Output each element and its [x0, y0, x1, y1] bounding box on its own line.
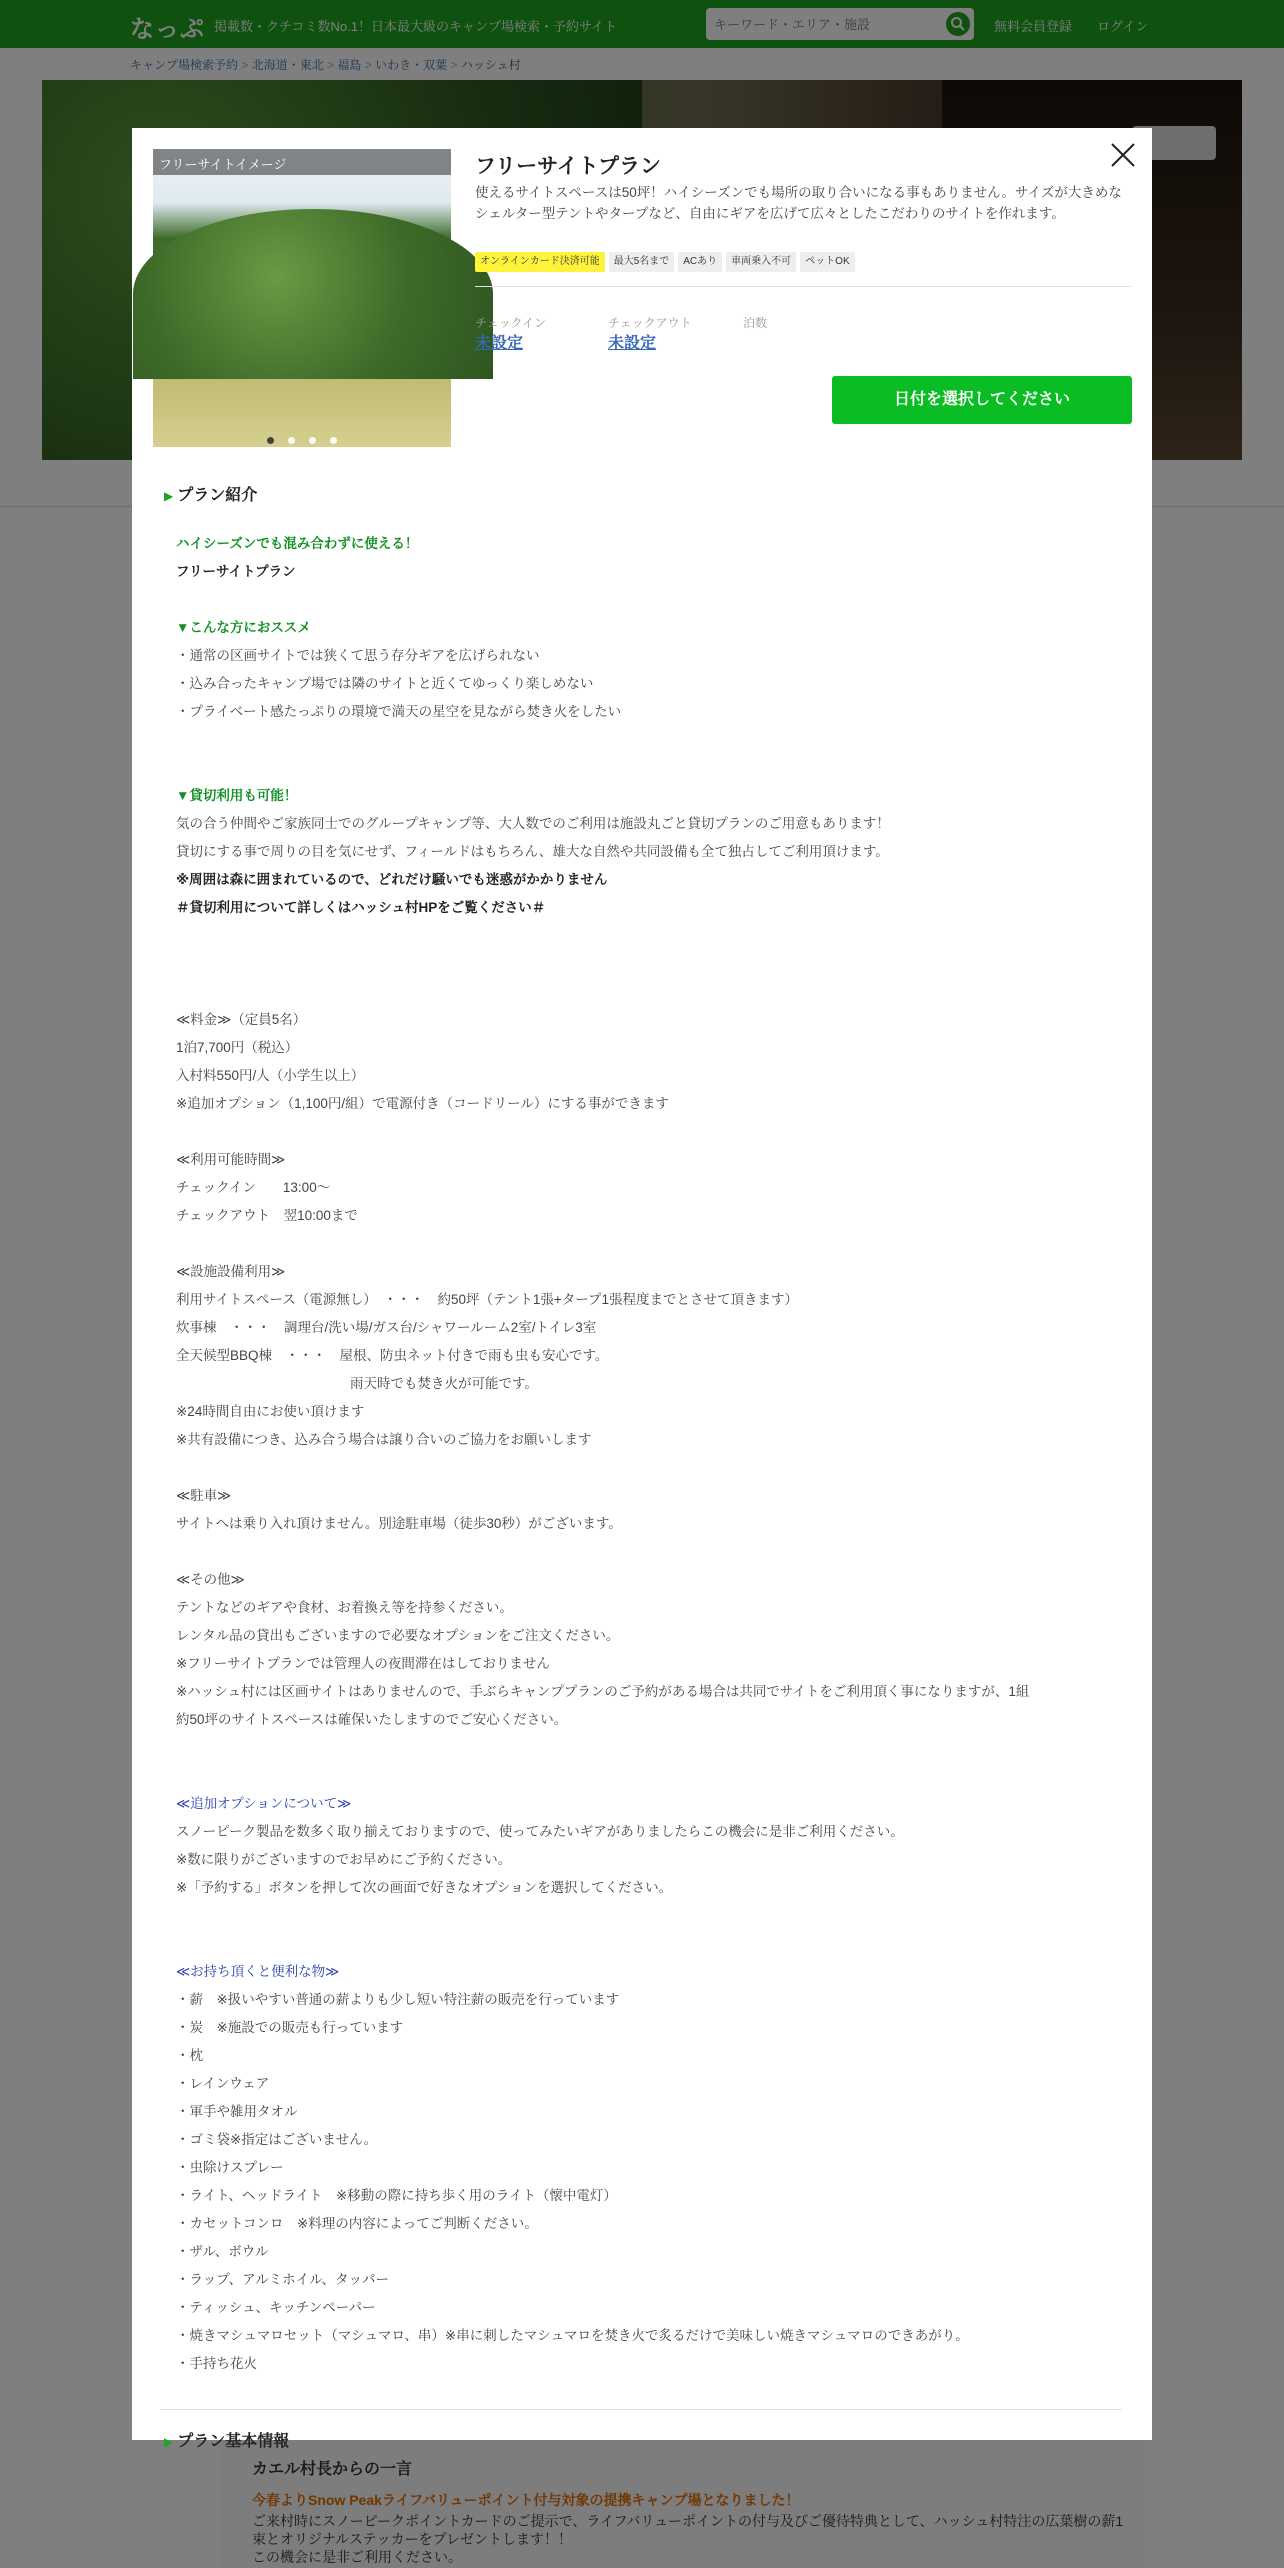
plan-intro-line: ・レインウェア: [176, 2076, 270, 2091]
plan-intro-line: フリーサイトプラン: [176, 564, 296, 579]
plan-description: 使えるサイトスペースは50坪！ハイシーズンでも場所の取り合いになる事もありません。サイズが大きめなシェルター型テントやタープなど、自由にギアを広げて広々としたこだわりのサイトを作れます。: [475, 185, 1122, 221]
plan-intro-line: 雨天時でも焚き火が可能です。: [350, 1376, 538, 1391]
plan-intro-line: ・通常の区画サイトでは狭くて思う存分ギアを広げられない: [176, 648, 540, 663]
plan-intro-line: ※24時間自由にお使い頂けます: [176, 1404, 365, 1419]
plan-intro-line: ・ライト、ヘッドライト ※移動の際に持ち歩く用のライト（懐中電灯）: [176, 2188, 617, 2203]
tag-badge: ACあり: [678, 252, 722, 272]
plan-intro-line: ≪料金≫（定員5名）: [176, 1012, 307, 1027]
carousel-dot[interactable]: [288, 437, 295, 444]
blank-line: [176, 1930, 1126, 1958]
plan-intro-line: ＃貸切利用について詳しくはハッシュ村HPをご覧ください＃: [176, 900, 546, 915]
plan-intro-line: ≪追加オプションについて≫: [176, 1796, 352, 1811]
plan-modal: [132, 128, 1152, 2450]
plan-intro-line: ▼こんな方におススメ: [176, 620, 311, 635]
tag-badge: ペットOK: [800, 252, 854, 272]
plan-intro-line: ▼貸切利用も可能！: [176, 788, 298, 803]
plan-intro-line: ・ザル、ボウル: [176, 2244, 269, 2259]
plan-intro-line: 約50坪のサイトスペースは確保いたしますのでご安心ください。: [176, 1712, 568, 1727]
plan-intro-line: ・虫除けスプレー: [176, 2160, 284, 2175]
plan-intro-line: ・ゴミ袋※指定はございません。: [176, 2132, 378, 2147]
plan-intro-line: 入村料550円/人（小学生以上）: [176, 1068, 365, 1083]
blank-line: [176, 1118, 1126, 1146]
plan-tags: [475, 252, 859, 272]
plan-intro-line: ※追加オプション（1,100円/組）で電源付き（コードリール）にする事ができます: [176, 1096, 669, 1111]
plan-intro-line: ※フリーサイトプランでは管理人の夜間滞在はしておりません: [176, 1656, 550, 1671]
plan-info-heading: ▶ プラン基本情報: [164, 2433, 290, 2450]
blank-line: [176, 726, 1126, 754]
divider: [475, 286, 1132, 287]
carousel-dot[interactable]: [267, 437, 274, 444]
plan-intro-line: ≪利用可能時間≫: [176, 1152, 286, 1167]
tag-badge: 最大5名まで: [609, 252, 675, 272]
plan-intro-line: ・枕: [176, 2048, 203, 2063]
plan-title: フリーサイトプラン: [475, 155, 662, 178]
plan-intro-line: 全天候型BBQ棟 ・・・ 屋根、防虫ネット付きで雨も虫も安心です。: [176, 1348, 609, 1363]
photo-label: フリーサイトイメージ: [153, 149, 451, 175]
nights-label: 泊数: [743, 316, 768, 330]
plan-intro-line: ・込み合ったキャンプ場では隣のサイトと近くてゆっくり楽しめない: [176, 676, 594, 691]
plan-intro-body: [176, 530, 1126, 2378]
close-icon: [1108, 140, 1138, 170]
close-button[interactable]: [1108, 140, 1138, 170]
tag-badge: オンラインカード決済可能: [475, 252, 605, 272]
checkout-date-link[interactable]: 未設定: [608, 335, 657, 352]
plan-intro-line: ※「予約する」ボタンを押して次の画面で好きなオプションを選択してください。: [176, 1880, 673, 1895]
caret-right-icon: ▶: [164, 2435, 174, 2449]
blank-line: [176, 1902, 1126, 1930]
plan-intro-line: ・プライベート感たっぷりの環境で満天の星空を見ながら焚き火をしたい: [176, 704, 622, 719]
carousel-dot[interactable]: [309, 437, 316, 444]
caret-right-icon: ▶: [164, 489, 174, 503]
plan-intro-line: ・薪 ※扱いやすい普通の薪よりも少し短い特注薪の販売を行っています: [176, 1992, 620, 2007]
blank-line: [176, 1734, 1126, 1762]
plan-intro-line: ・炭 ※施設での販売も行っています: [176, 2020, 404, 2035]
plan-intro-line: ・手持ち花火: [176, 2356, 257, 2371]
plan-intro-line: ※周囲は森に囲まれているので、どれだけ騒いでも迷惑がかかりません: [176, 872, 608, 887]
plan-intro-line: サイトへは乗り入れ頂けません。別途駐車場（徒歩30秒）がございます。: [176, 1516, 622, 1531]
plan-intro-line: ≪駐車≫: [176, 1488, 232, 1503]
plan-intro-line: ≪その他≫: [176, 1572, 245, 1587]
plan-intro-line: テントなどのギアや食材、お着換え等を持参ください。: [176, 1600, 513, 1615]
blank-line: [176, 586, 1126, 614]
blank-line: [176, 1454, 1126, 1482]
plan-intro-line: チェックアウト 翌10:00まで: [176, 1208, 358, 1223]
plan-intro-line: ハイシーズンでも混み合わずに使える！: [176, 536, 419, 551]
plan-intro-heading: ▶ プラン紹介: [164, 487, 258, 504]
plan-intro-line: ≪設施設備利用≫: [176, 1264, 286, 1279]
checkin-date-link[interactable]: 未設定: [475, 335, 524, 352]
plan-intro-line: チェックイン 13:00～: [176, 1180, 331, 1195]
checkout-label: チェックアウト: [608, 316, 692, 330]
plan-intro-line: ・ティッシュ、キッチンペーパー: [176, 2300, 376, 2315]
blank-line: [176, 754, 1126, 782]
photo-hill: [133, 209, 493, 379]
carousel-dot[interactable]: [330, 437, 337, 444]
blank-line: [176, 1762, 1126, 1790]
checkin-label: チェックイン: [475, 316, 547, 330]
plan-intro-line: ≪お持ち頂くと便利な物≫: [176, 1964, 340, 1979]
blank-line: [176, 950, 1126, 978]
plan-intro-line: ※ハッシュ村には区画サイトはありませんので、手ぶらキャンププランのご予約がある場合は共同でサイトをご利用頂く事になりますが、1組: [176, 1684, 1030, 1699]
plan-intro-line: ・焼きマシュマロセット（マシュマロ、串）※串に刺したマシュマロを焚き火で炙るだけで美味しい焼きマシュマロのできあがり。: [176, 2328, 969, 2343]
plan-intro-line: ※数に限りがございますのでお早めにご予約ください。: [176, 1852, 512, 1867]
plan-intro-line: ・軍手や雑用タオル: [176, 2104, 298, 2119]
plan-intro-line: ・カセットコンロ ※料理の内容によってご判断ください。: [176, 2216, 538, 2231]
plan-intro-line: 1泊7,700円（税込）: [176, 1040, 299, 1055]
blank-line: [176, 1230, 1126, 1258]
select-date-button[interactable]: 日付を選択してください: [832, 376, 1132, 424]
divider: [160, 2409, 1122, 2410]
plan-intro-line: ・ラップ、アルミホイル、タッパー: [176, 2272, 390, 2287]
plan-intro-line: スノーピーク製品を数多く取り揃えておりますので、使ってみたいギアがありましたらこの機会に是非ご利用ください。: [176, 1824, 904, 1839]
plan-intro-line: 貸切にする事で周りの目を気にせず、フィールドはもちろん、雄大な自然や共同設備も全て独占してご利用頂けます。: [176, 844, 889, 859]
plan-intro-line: レンタル品の貸出もございますので必要なオプションをご注文ください。: [176, 1628, 620, 1643]
plan-intro-line: 利用サイトスペース（電源無し） ・・・ 約50坪（テント1張+タープ1張程度までとさせて頂きます）: [176, 1292, 799, 1307]
photo-carousel-dots: [153, 431, 451, 441]
blank-line: [176, 978, 1126, 1006]
tag-badge: 車両乗入不可: [726, 252, 796, 272]
plan-photo[interactable]: [153, 149, 451, 447]
plan-intro-line: 気の合う仲間やご家族同士でのグループキャンプ等、大人数でのご利用は施設丸ごと貸切プランのご用意もあります！: [176, 816, 890, 831]
plan-intro-line: 炊事棟 ・・・ 調理台/洗い場/ガス台/シャワールーム2室/トイレ3室: [176, 1320, 597, 1335]
plan-intro-line: ※共有設備につき、込み合う場合は譲り合いのご協力をお願いします: [176, 1432, 592, 1447]
blank-line: [176, 1538, 1126, 1566]
blank-line: [176, 922, 1126, 950]
